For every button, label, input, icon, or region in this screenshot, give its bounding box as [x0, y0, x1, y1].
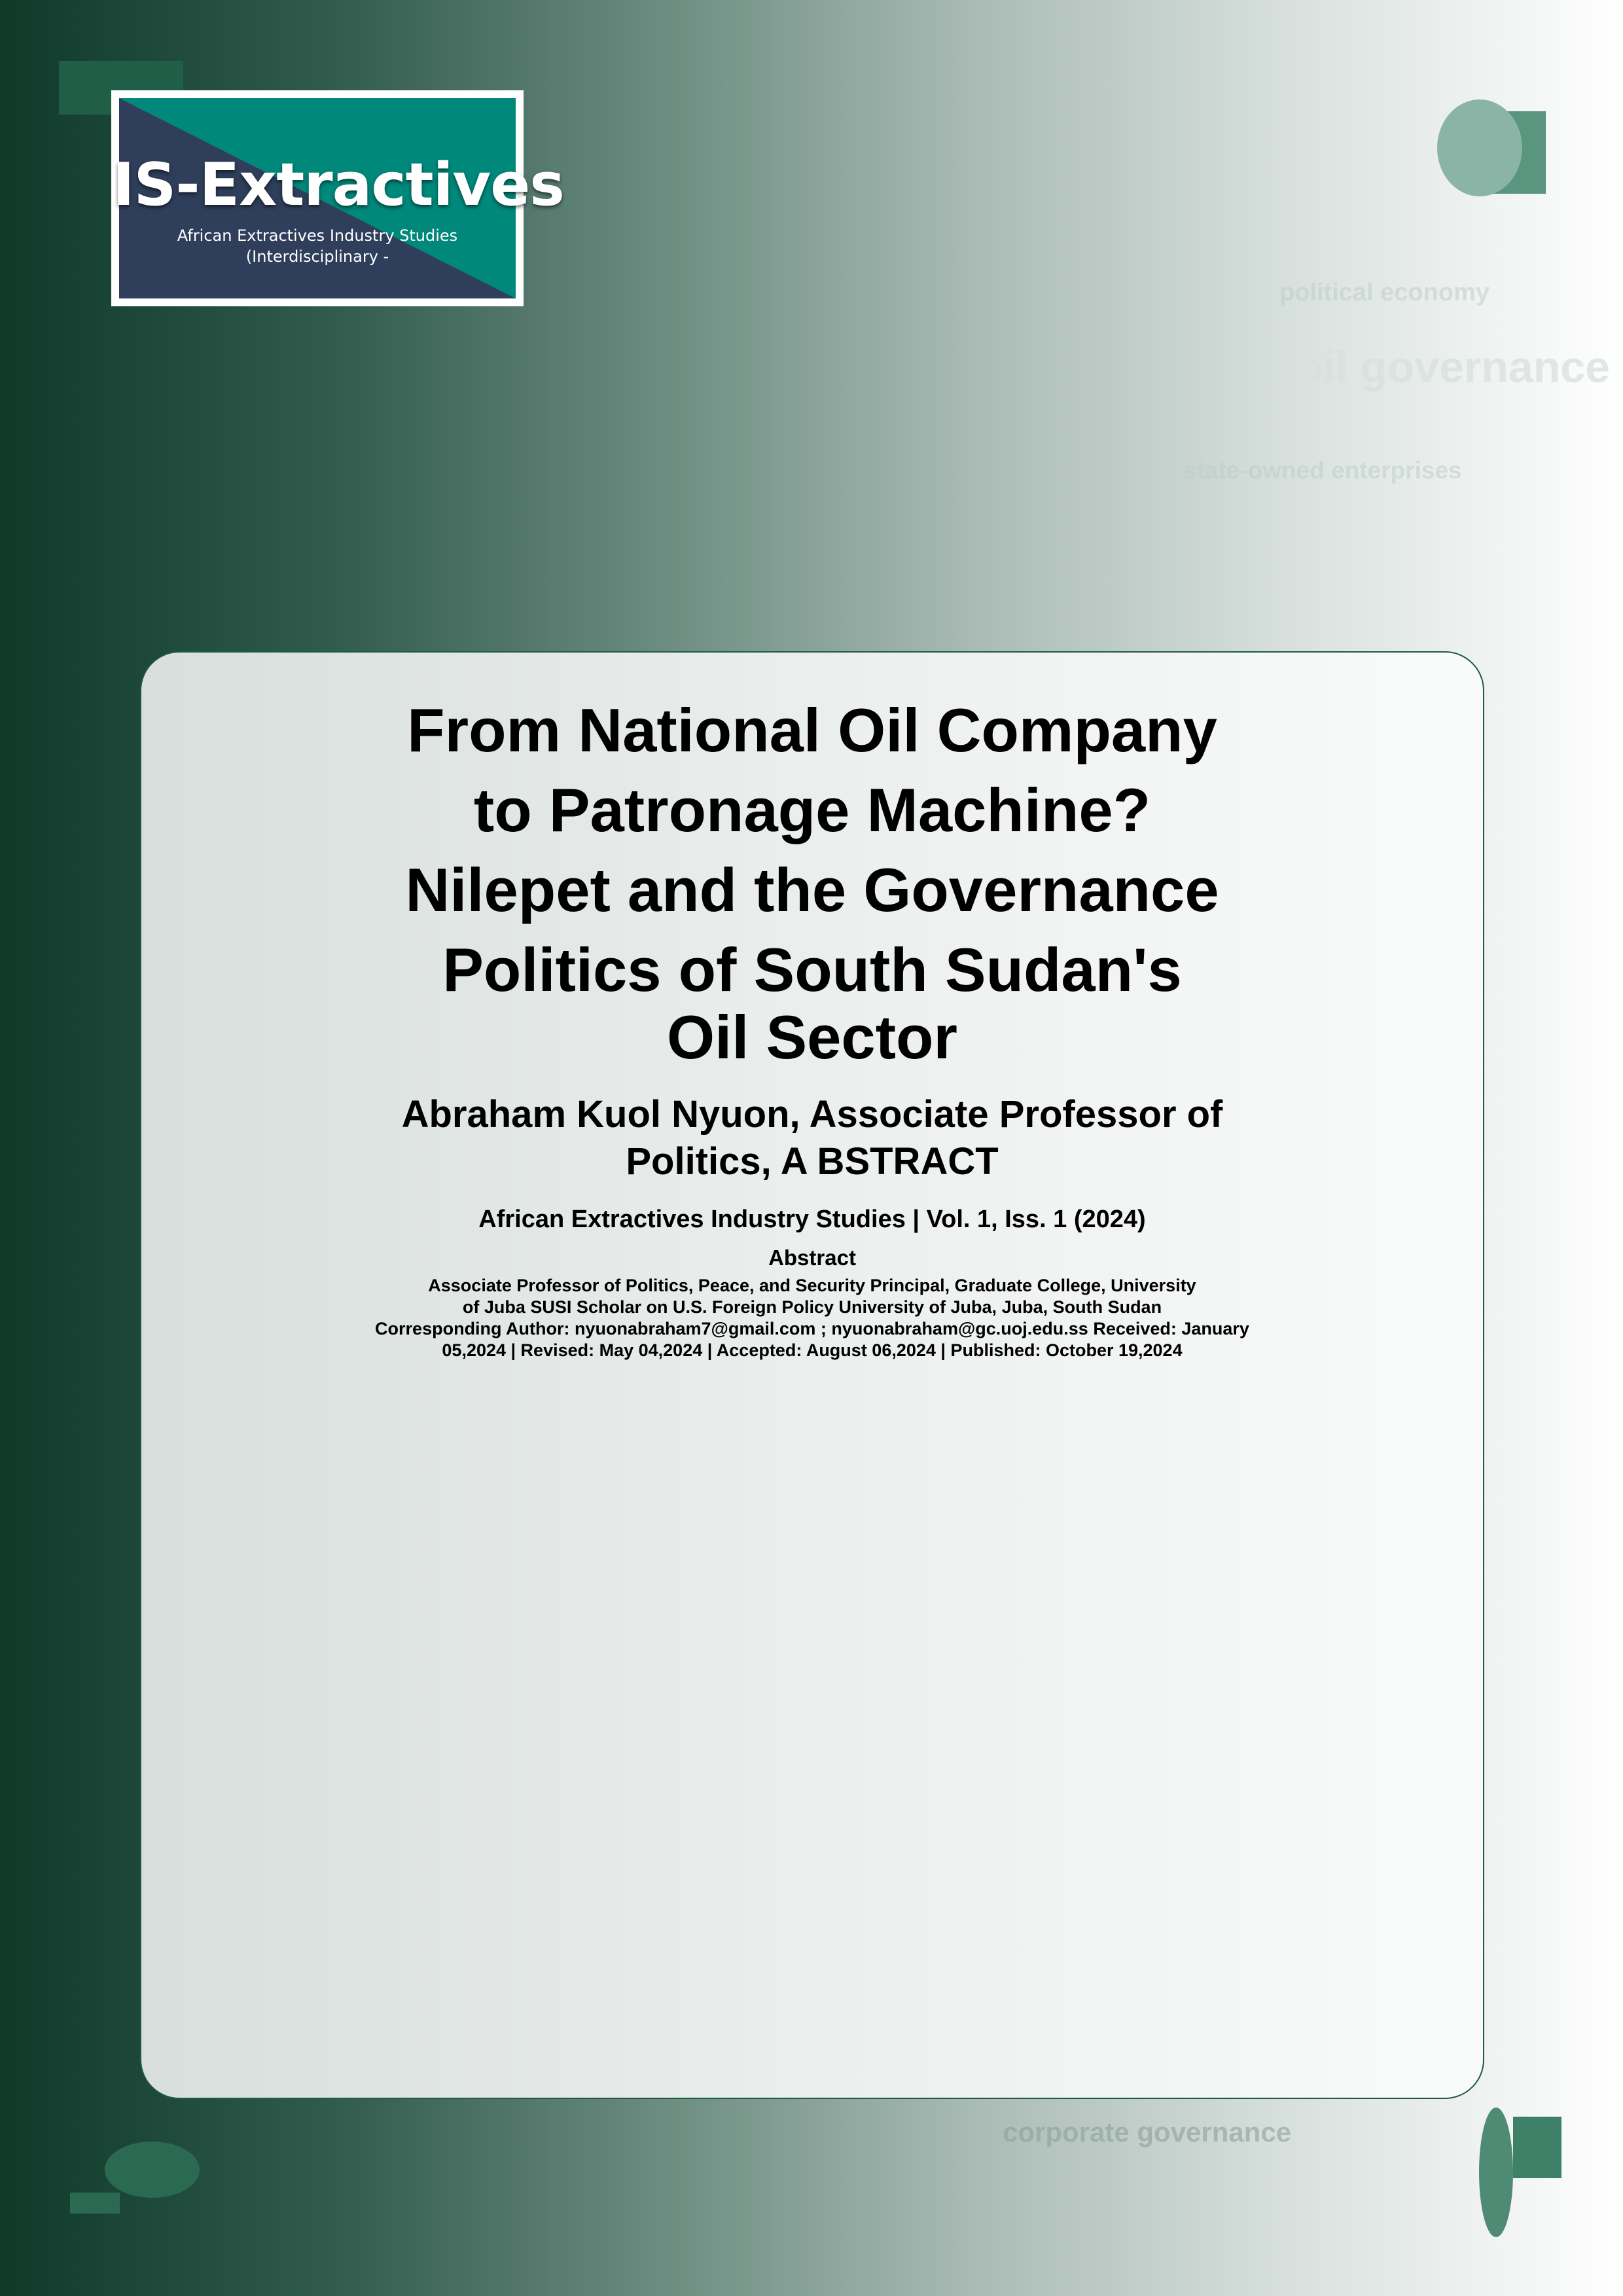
title-line: to Patronage Machine? [473, 776, 1151, 844]
decor-ellipse-bottom-left [105, 2142, 200, 2198]
decor-rect-bottom-right [1513, 2117, 1561, 2178]
decor-ellipse-bottom-right [1479, 2108, 1513, 2237]
title-line: Nilepet and the Governance [405, 855, 1219, 924]
affiliation-line: of Juba SUSI Scholar on U.S. Foreign Policy University of Juba, Juba, South Sudan [462, 1297, 1162, 1317]
abstract-heading: Abstract [768, 1246, 856, 1270]
bg-word-state-owned-enterprises: state-owned enterprises [1183, 457, 1462, 484]
affiliation-line: Associate Professor of Politics, Peace, and Security Principal, Graduate College, University [428, 1276, 1196, 1295]
bg-word-oil-governance: oil governance [1296, 342, 1610, 392]
title-line: Politics of South Sudan's [442, 935, 1182, 1004]
bg-word-political-economy: political economy [1279, 279, 1489, 306]
author-line-2: Politics, A BSTRACT [626, 1140, 999, 1183]
logo-title: IS-Extractives [113, 151, 564, 219]
journal-logo [111, 90, 564, 306]
bg-word-corporate-governance: corporate governance [1003, 2117, 1292, 2147]
journal-citation: African Extractives Industry Studies | Vol. 1, Iss. 1 (2024) [478, 1206, 1146, 1233]
decor-rect-bottom-left [70, 2193, 120, 2214]
logo-subtitle-line1: African Extractives Industry Studies [177, 226, 458, 245]
author-line-1: Abraham Kuol Nyuon, Associate Professor of [401, 1093, 1223, 1136]
affiliation-line: Corresponding Author: nyuonabraham7@gmail.com ; nyuonabraham@gc.uoj.edu.ss Received: January [375, 1319, 1249, 1338]
author-line [321, 1091, 1303, 1185]
title-line: From National Oil Company [407, 696, 1217, 764]
article-title [321, 691, 1303, 1071]
logo-subtitle-line2: (Interdisciplinary - [245, 247, 389, 266]
logo-banner [113, 98, 564, 298]
decor-circle-top-right [1437, 99, 1522, 196]
article-card [140, 651, 1484, 2099]
title-line: Oil Sector [666, 1003, 958, 1071]
affiliation-block [334, 1275, 1290, 1361]
affiliation-line: 05,2024 | Revised: May 04,2024 | Accepted: August 06,2024 | Published: October 19,2024 [442, 1340, 1183, 1360]
